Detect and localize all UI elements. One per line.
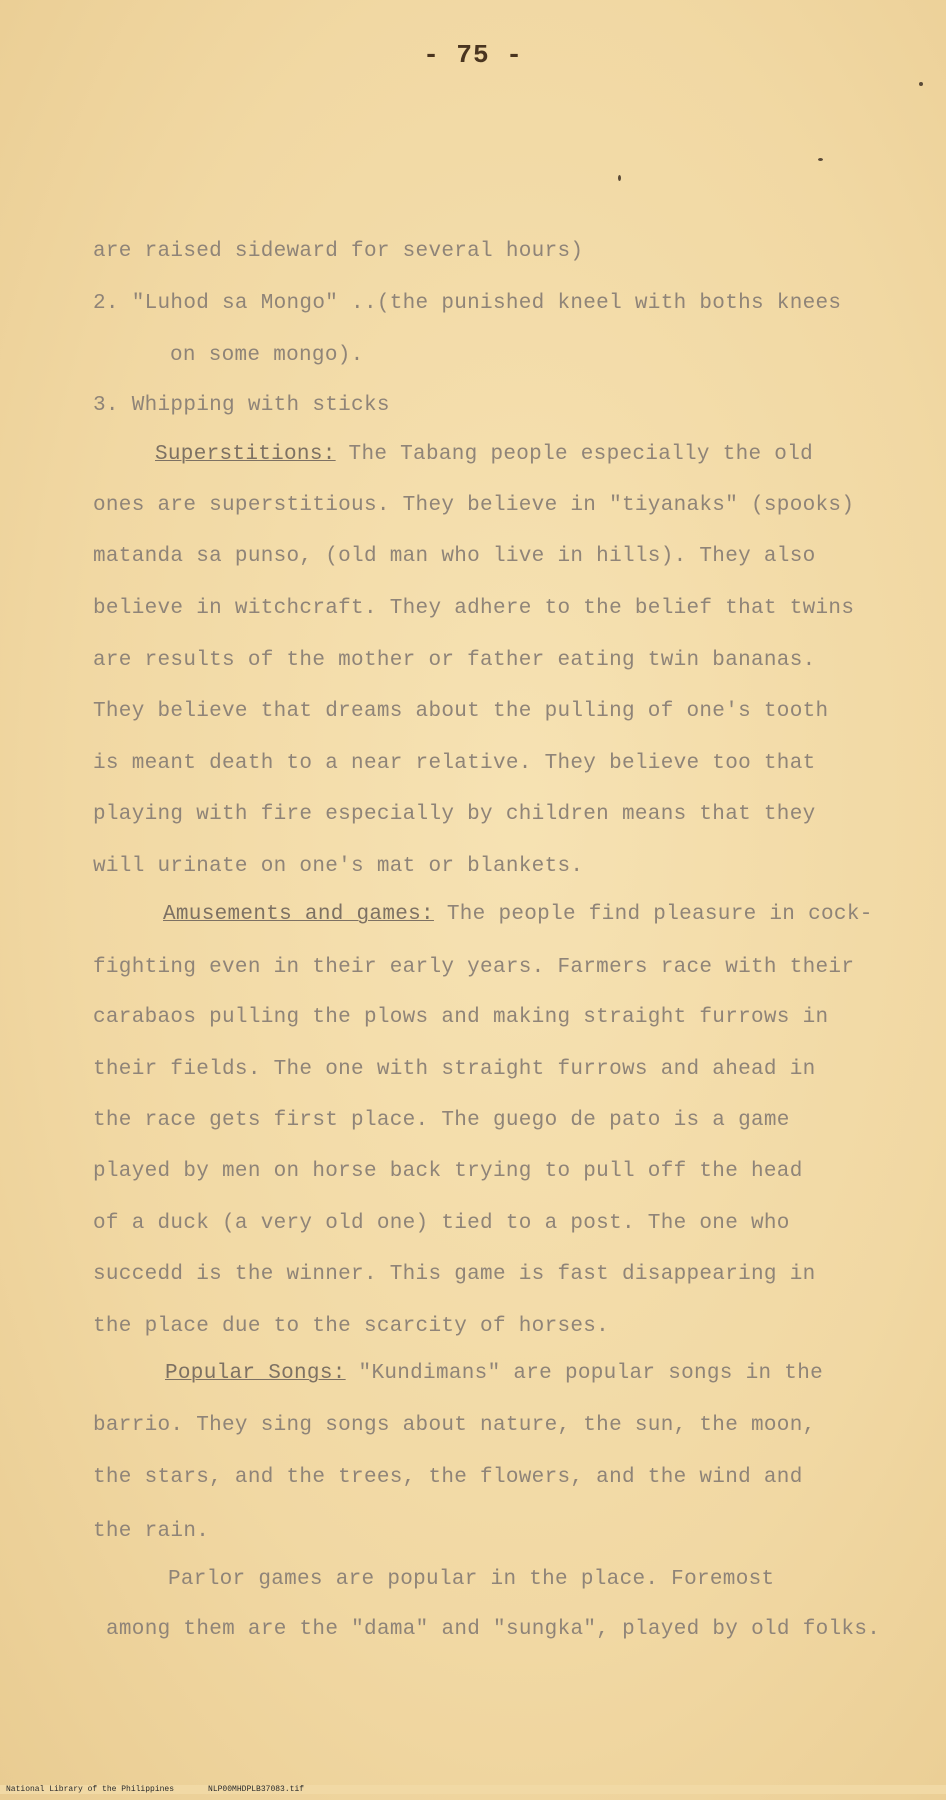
text-line: barrio. They sing songs about nature, the sun, the moon, <box>93 1414 816 1437</box>
text-line: played by men on horse back trying to pull off the head <box>93 1160 803 1183</box>
text-line: of a duck (a very old one) tied to a post. The one who <box>93 1212 790 1235</box>
scan-footer <box>0 1785 946 1794</box>
text-line: They believe that dreams about the pulling of one's tooth <box>93 700 829 723</box>
text-line: will urinate on one's mat or blankets. <box>93 855 584 878</box>
amusements-heading-line: Amusements and games: The people find pleasure in cock- <box>163 903 873 926</box>
text-line: are raised sideward for several hours) <box>93 240 584 263</box>
text-line: are results of the mother or father eating twin bananas. <box>93 649 816 672</box>
page-number: - 75 - <box>423 40 523 70</box>
text-line: carabaos pulling the plows and making straight furrows in <box>93 1006 829 1029</box>
library-name: National Library of the Philippines <box>6 1785 175 1794</box>
text-line: matanda sa punso, (old man who live in hills). They also <box>93 545 816 568</box>
paper-speck <box>818 158 823 161</box>
file-name: NLP00MHDPLB37083.tif <box>208 1785 305 1794</box>
text-line: the race gets first place. The guego de pato is a game <box>93 1109 790 1132</box>
paper-speck <box>919 82 923 86</box>
text-line: on some mongo). <box>170 344 364 367</box>
popular-songs-heading-line: Popular Songs: "Kundimans" are popular songs in the <box>165 1362 824 1385</box>
text-line: the rain. <box>93 1520 210 1543</box>
text-line: succedd is the winner. This game is fast disappearing in <box>93 1263 816 1286</box>
text-line: playing with fire especially by children means that they <box>93 803 816 826</box>
text-line: the stars, and the trees, the flowers, and the wind and <box>93 1466 803 1489</box>
text-line: is meant death to a near relative. They believe too that <box>93 752 816 775</box>
text-line: ones are superstitious. They believe in "tiyanaks" (spooks) <box>93 494 855 517</box>
text-line: the place due to the scarcity of horses. <box>93 1315 610 1338</box>
text-line: among them are the "dama" and "sungka", played by old folks. <box>106 1618 881 1641</box>
text-line: 2. "Luhod sa Mongo" ..(the punished kneel with boths knees <box>93 292 842 315</box>
superstitions-heading-line: Superstitions: The Tabang people especially the old <box>155 443 814 466</box>
text-line: believe in witchcraft. They adhere to the belief that twins <box>93 597 855 620</box>
text-line: fighting even in their early years. Farmers race with their <box>93 956 855 979</box>
text-line: 3. Whipping with sticks <box>93 394 390 417</box>
paper-speck <box>618 175 621 181</box>
parlor-games-line: Parlor games are popular in the place. Foremost <box>168 1568 775 1591</box>
text-line: their fields. The one with straight furrows and ahead in <box>93 1058 816 1081</box>
